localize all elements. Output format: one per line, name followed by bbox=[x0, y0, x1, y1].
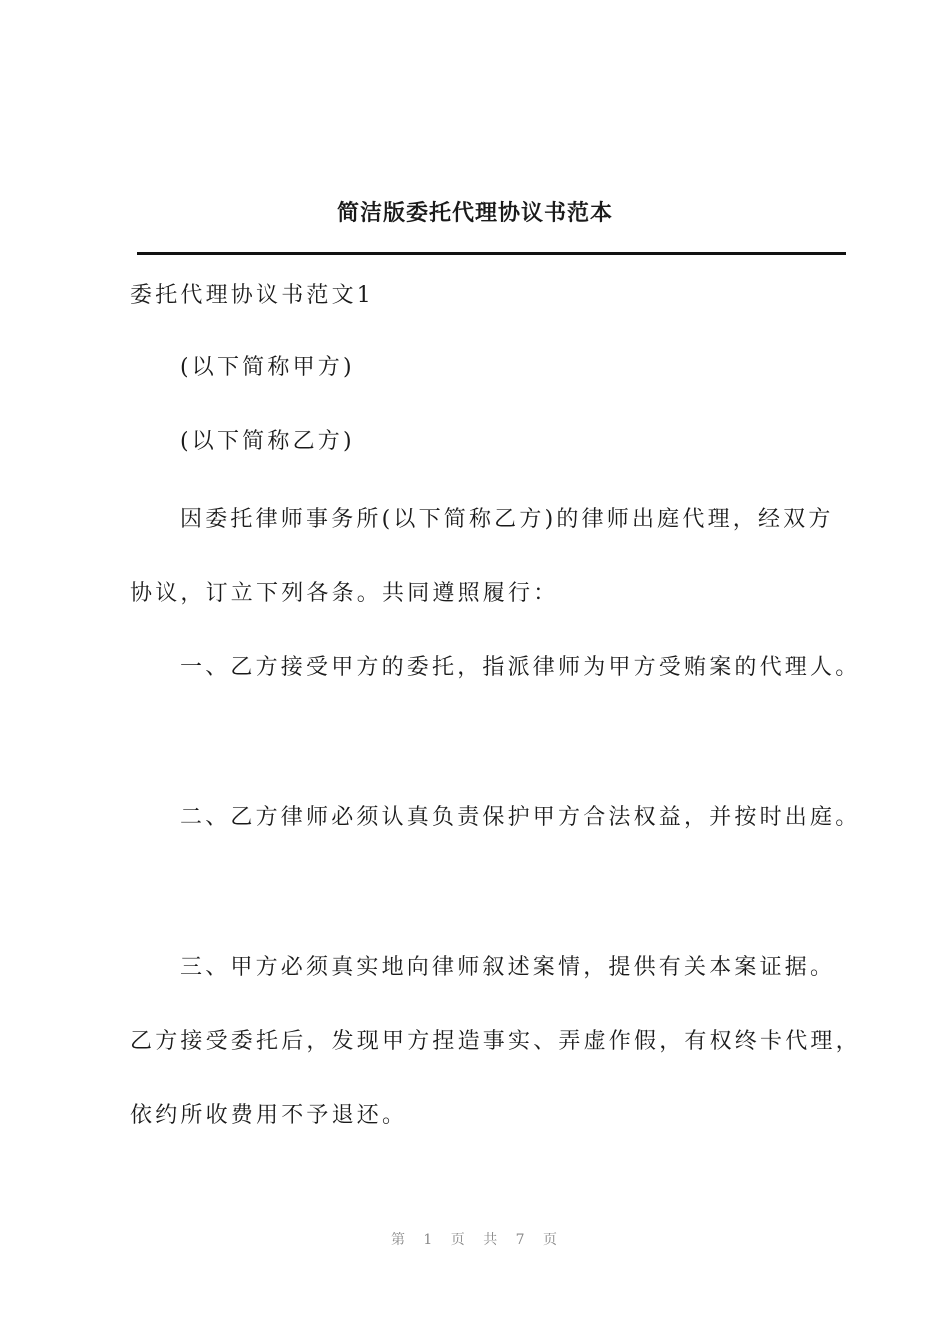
paragraph-line: 三、甲方必须真实地向律师叙述案情，提供有关本案证据。 bbox=[180, 955, 836, 980]
paragraph-line: (以下简称乙方) bbox=[180, 429, 355, 454]
paragraph-line: 一、乙方接受甲方的委托，指派律师为甲方受贿案的代理人。 bbox=[180, 655, 861, 680]
paragraph-line: 因委托律师事务所(以下简称乙方)的律师出庭代理，经双方 bbox=[180, 507, 834, 532]
paragraph-line: 依约所收费用不予退还。 bbox=[130, 1103, 408, 1128]
page-title: 简洁版委托代理协议书范本 bbox=[336, 200, 613, 226]
paragraph-line: (以下简称甲方) bbox=[180, 355, 355, 380]
paragraph-line: 二、乙方律师必须认真负责保护甲方合法权益，并按时出庭。 bbox=[180, 805, 861, 830]
page-number: 第 1 页 共 7 页 bbox=[390, 1232, 560, 1248]
section-heading: 委托代理协议书范文1 bbox=[130, 283, 374, 308]
title-divider bbox=[137, 252, 846, 255]
paragraph-line: 乙方接受委托后，发现甲方捏造事实、弄虚作假，有权终卡代理， bbox=[130, 1029, 861, 1054]
paragraph-line: 协议，订立下列各条。共同遵照履行： bbox=[130, 581, 559, 606]
